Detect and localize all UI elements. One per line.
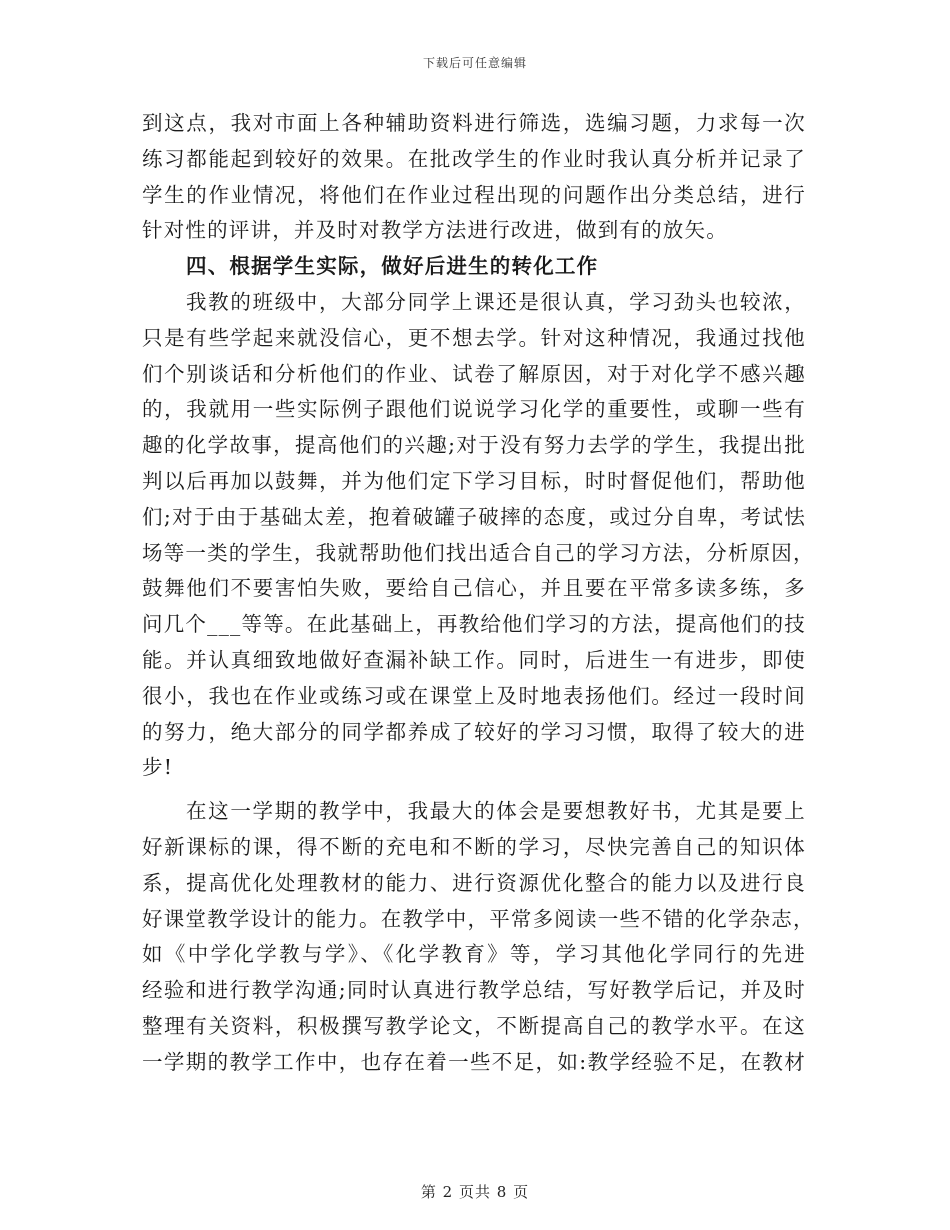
- paragraph-3: [142, 794, 815, 1080]
- text-line: 针对性的评讲，并及时对教学方法进行改进，做到有的放矢。: [142, 218, 728, 243]
- paragraph-gap: [142, 786, 806, 794]
- text-line: 练习都能起到较好的效果。在批改学生的作业时我认真分析并记录了: [142, 146, 806, 171]
- text-line: 整理有关资料，积极撰写教学论文，不断提高自己的教学水平。在这: [142, 1013, 806, 1038]
- text-line: 只是有些学起来就没信心，更不想去学。针对这种情况，我通过找他: [142, 325, 806, 350]
- section-heading: 四、根据学生实际，做好后进生的转化工作: [186, 254, 599, 279]
- text-line: 的，我就用一些实际例子跟他们说说学习化学的重要性，或聊一些有: [142, 397, 806, 422]
- text-line: 判以后再加以鼓舞，并为他们定下学习目标，时时督促他们，帮助他: [142, 468, 806, 493]
- text-line: 趣的化学故事，提高他们的兴趣;对于没有努力去学的学生，我提出批: [142, 433, 806, 458]
- text-line: 们;对于由于基础太差，抱着破罐子破摔的态度，或过分自卑，考试怯: [142, 504, 806, 529]
- text-line: 能。并认真细致地做好查漏补缺工作。同时，后进生一有进步，即使: [142, 647, 806, 672]
- document-body: [142, 106, 815, 1081]
- text-line: 学生的作业情况，将他们在作业过程出现的问题作出分类总结，进行: [142, 182, 806, 207]
- text-line: 到这点，我对市面上各种辅助资料进行筛选，选编习题，力求每一次: [142, 111, 806, 135]
- text-line: 鼓舞他们不要害怕失败，要给自己信心，并且要在平常多读多练，多: [142, 576, 806, 601]
- text-line: 如《中学化学教与学》、《化学教育》等，学习其他化学同行的先进: [142, 942, 806, 967]
- paragraph-2: [142, 285, 815, 786]
- paragraph-1: [142, 106, 806, 249]
- page-footer: 第 2 页共 8 页: [420, 1183, 530, 1201]
- text-line: 好新课标的课，得不断的充电和不断的学习，尽快完善自己的知识体: [142, 834, 806, 859]
- text-line: 好课堂教学设计的能力。在教学中，平常多阅读一些不错的化学杂志，: [142, 906, 815, 931]
- text-line: 问几个___等等。在此基础上，再教给他们学习的方法，提高他们的技: [142, 612, 806, 637]
- text-line: 场等一类的学生，我就帮助他们找出适合自己的学习方法，分析原因，: [142, 540, 815, 565]
- text-line: 我教的班级中，大部分同学上课还是很认真，学习劲头也较浓，: [186, 289, 806, 314]
- text-line: 们个别谈话和分析他们的作业、试卷了解原因，对于对化学不感兴趣: [142, 361, 806, 386]
- page-header: 下载后可任意编辑: [422, 56, 527, 70]
- text-line: 经验和进行教学沟通;同时认真进行教学总结，写好教学后记，并及时: [142, 978, 806, 1003]
- text-line: 在这一学期的教学中，我最大的体会是要想教好书，尤其是要上: [186, 799, 806, 824]
- text-line: 很小，我也在作业或练习或在课堂上及时地表扬他们。经过一段时间: [142, 683, 806, 708]
- text-line: 一学期的教学工作中，也存在着一些不足，如:教学经验不足，在教材: [142, 1049, 806, 1074]
- text-line: 步!: [142, 755, 174, 780]
- text-line: 系，提高优化处理教材的能力、进行资源优化整合的能力以及进行良: [142, 870, 806, 895]
- text-line: 的努力，绝大部分的同学都养成了较好的学习习惯，取得了较大的进: [142, 719, 806, 744]
